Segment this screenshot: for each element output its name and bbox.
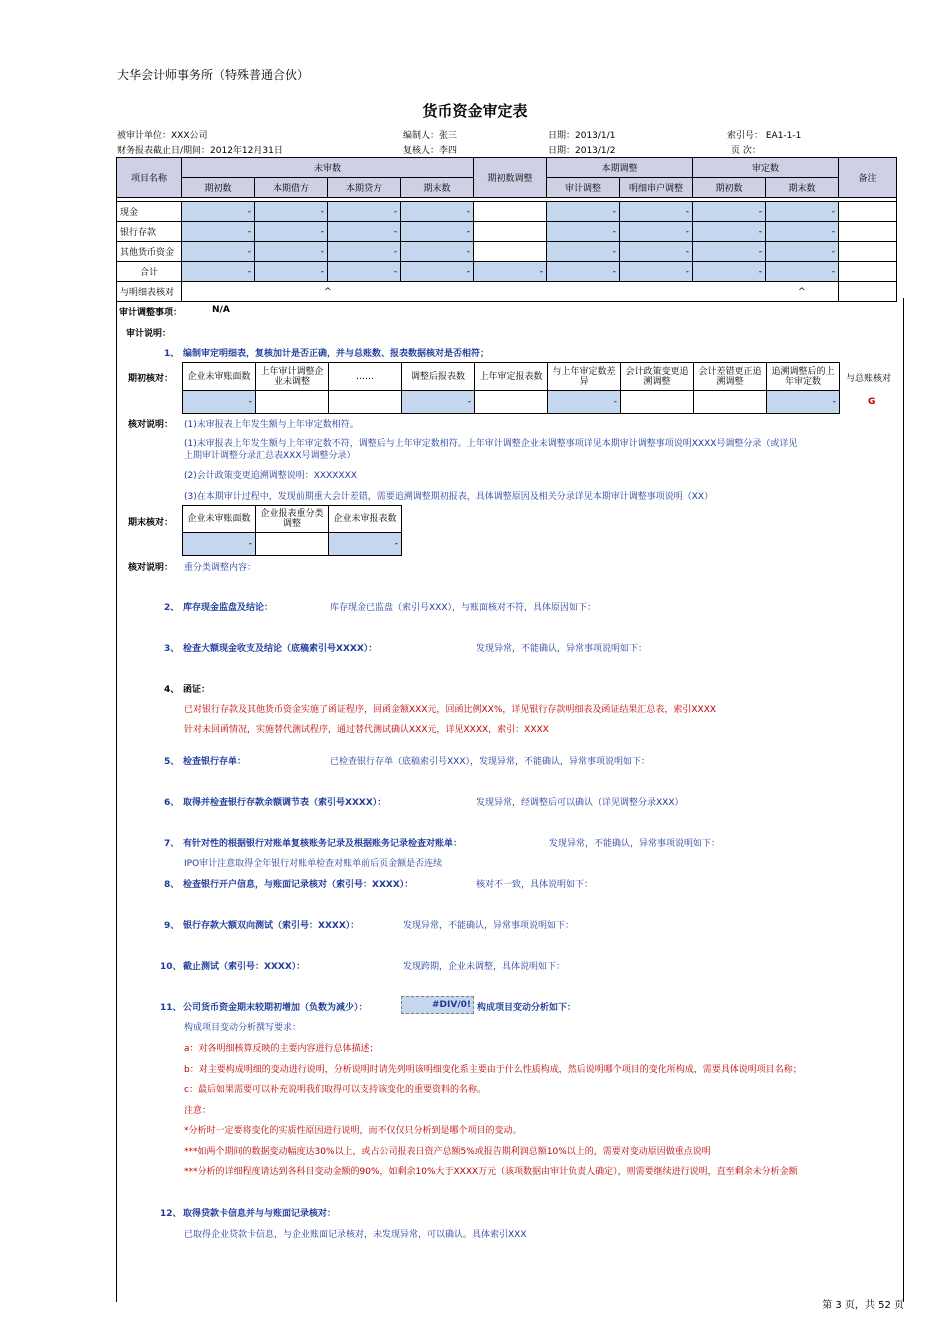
sub-header: 期末数: [401, 178, 474, 198]
prepare-date: 日期：2013/1/1: [548, 131, 616, 141]
cell: [839, 262, 897, 282]
step-desc: 针对未回函情况，实施替代测试程序，通过替代测试确认XXX元，详见XXXX，索引：XXXX: [184, 725, 549, 735]
table-row: [117, 242, 897, 262]
step-extra: IPO审计注意取得全年银行对账单检查对账单前后页金额是否连续: [184, 859, 443, 869]
step-desc: 核对不一致，具体说明如下：: [476, 880, 594, 890]
index-number: 索引号： EA1-1-1: [727, 131, 802, 141]
check-note: (1)末审报表上年发生额与上年审定数不符，调整后与上年审定数相符。上年审计调整企业未调整事项详见本期审计调整事项说明XXXX号调整分录（或详见: [184, 439, 798, 449]
col-audited: 审定数: [693, 158, 839, 178]
open-col: 上年审计调整企业未调整: [256, 363, 329, 391]
cell: -: [328, 262, 401, 282]
sub-header: 期初数: [182, 178, 255, 198]
note-item: ***分析的详细程度请达到各科目变动金额的90%，如剩余10%大于XXXX万元（该项数据由审计负责人确定），则需要继续进行说明，直至剩余未分析金额: [184, 1167, 798, 1177]
table-row-total: [117, 262, 897, 282]
review-date: 日期：2013/1/2: [548, 146, 616, 156]
cell: -: [182, 242, 255, 262]
cell: [474, 242, 547, 262]
step-title: 检查银行存单：: [183, 757, 247, 767]
row-label: 其他货币资金: [117, 242, 182, 262]
note-item: ***如两个期间的数据变动幅度达30%以上，或占公司报表日资产总额5%或报告期利润总额10%以上的，需要对变动原因做重点说明: [184, 1147, 711, 1157]
analysis-req: a：对各明细核算反映的主要内容进行总体描述；: [184, 1044, 379, 1054]
step-desc: 已取得企业贷款卡信息，与企业账面记录核对，未发现异常，可以确认。具体索引XXX: [184, 1230, 527, 1240]
open-val: -: [402, 391, 475, 414]
step-desc: 发现异常，不能确认，异常事项说明如下：: [403, 921, 575, 931]
end-val: -: [329, 533, 402, 556]
analysis-guide: 构成项目变动分析撰写要求：: [184, 1023, 302, 1033]
col-unaudited: 未审数: [182, 158, 474, 178]
step-number: 6、: [164, 798, 180, 808]
row-label: 现金: [117, 202, 182, 222]
cell: [839, 222, 897, 242]
closing-check-label: 期末核对：: [128, 518, 174, 528]
open-val: [621, 391, 694, 414]
open-val: [475, 391, 548, 414]
cell: [839, 202, 897, 222]
cell: -: [401, 242, 474, 262]
row-label: 合计: [117, 262, 182, 282]
cell: -: [693, 202, 766, 222]
cell: -: [766, 202, 839, 222]
cell: [474, 222, 547, 242]
check-note: 上期审计调整分录汇总表XXX号调整分录）: [184, 451, 356, 461]
cell: -: [182, 222, 255, 242]
open-val: -: [767, 391, 840, 414]
firm-name: 大华会计师事务所（特殊普通合伙）: [117, 68, 310, 82]
open-col: 与上年审定数差异: [548, 363, 621, 391]
cell: -: [328, 202, 401, 222]
step-number: 12、: [160, 1209, 182, 1219]
cell: -: [474, 262, 547, 282]
cell: -: [401, 222, 474, 242]
preparer: 编制人：张三: [403, 131, 458, 141]
client-name: 被审计单位：XXX公司: [117, 131, 208, 141]
closing-check-table: [182, 505, 402, 556]
adjustment-value: N/A: [212, 305, 230, 315]
open-val: -: [183, 391, 256, 414]
step-title: 编制审定明细表，复核加计是否正确，并与总账数、报表数据核对是否相符；: [183, 349, 490, 359]
step-title: 取得并检查银行存款余额调节表（索引号XXXX）：: [183, 798, 387, 808]
cell: -: [255, 202, 328, 222]
adjustment-label: 审计调整事项：: [119, 308, 183, 318]
check-note-label-2: 核对说明：: [128, 563, 174, 573]
check-label: 与明细表核对: [117, 282, 182, 302]
check-mark: ^: [182, 282, 474, 302]
col-period-adj: 本期调整: [547, 158, 693, 178]
step-number: 10、: [160, 962, 182, 972]
check-mark: ^: [766, 282, 839, 302]
page-title: 货币资金审定表: [422, 102, 528, 120]
reclass-note: 重分类调整内容：: [184, 563, 257, 573]
open-val: [256, 391, 329, 414]
open-col: 上年审定报表数: [475, 363, 548, 391]
col-item: 项目名称: [117, 158, 182, 198]
check-note-label: 核对说明：: [128, 420, 174, 430]
col-remark: 备注: [839, 158, 897, 198]
end-col: 企业报表重分类调整: [256, 506, 329, 533]
cell: -: [620, 242, 693, 262]
step-title: 公司货币资金期末较期初增加（负数为减少）：: [183, 1003, 368, 1013]
step-number: 11、: [160, 1003, 182, 1013]
cell: -: [401, 202, 474, 222]
open-col: 会计政策变更追溯调整: [621, 363, 694, 391]
row-label: 银行存款: [117, 222, 182, 242]
opening-check-table: [182, 362, 840, 414]
step-desc: 已检查银行存单（底稿索引号XXX），发现异常，不能确认，异常事项说明如下：: [330, 757, 650, 767]
check-note: (1)末审报表上年发生额与上年审定数相符。: [184, 420, 359, 430]
end-val: -: [183, 533, 256, 556]
cell: -: [182, 262, 255, 282]
page-number: 页 次：: [731, 146, 761, 156]
ledger-check-label: 与总账核对: [846, 374, 892, 384]
note-item: *分析时一定要将变化的实质性原因进行说明，而不仅仅只分析到是哪个项目的变动。: [184, 1126, 522, 1136]
step-title-after: 构成项目变动分析如下：: [477, 1003, 577, 1013]
period-end: 财务报表截止日/期间：2012年12月31日: [117, 146, 283, 156]
step-title: 截止测试（索引号：XXXX）：: [183, 962, 306, 972]
analysis-req: b：对主要构成明细的变动进行说明，分析说明时请先列明该明细变化系主要由于什么性质构成，然后说明哪个项目的变化所构成，需要具体说明项目名称；: [184, 1065, 802, 1075]
step-number: 1、: [164, 349, 180, 359]
open-col: 调整后报表数: [402, 363, 475, 391]
check-note: (2)会计政策变更追溯调整说明：XXXXXXX: [184, 471, 357, 481]
step-desc: 发现异常，不能确认，异常事项说明如下：: [476, 644, 648, 654]
sub-header: 本期贷方: [328, 178, 401, 198]
reviewer: 复核人：李四: [403, 146, 458, 156]
cell: -: [547, 202, 620, 222]
cell: -: [182, 202, 255, 222]
opening-check-label: 期初核对：: [128, 374, 174, 384]
open-col: 会计差错更正追溯调整: [694, 363, 767, 391]
cell: -: [547, 242, 620, 262]
step-number: 2、: [164, 603, 180, 613]
end-val: [256, 533, 329, 556]
cell: -: [766, 222, 839, 242]
step-number: 8、: [164, 880, 180, 890]
note-label: 注意：: [184, 1106, 212, 1116]
sub-header: 明细串户调整: [620, 178, 693, 198]
open-col: 企业未审账面数: [183, 363, 256, 391]
step-title: 函证：: [183, 685, 211, 695]
open-val: [329, 391, 402, 414]
cell: -: [766, 262, 839, 282]
cell: -: [255, 242, 328, 262]
open-val: [694, 391, 767, 414]
step-desc: 发现异常，经调整后可以确认（详见调整分录XXX）: [476, 798, 684, 808]
audit-explanation-label: 审计说明：: [126, 329, 172, 339]
step-title: 检查大额现金收支及结论（底稿索引号XXXX）：: [183, 644, 378, 654]
step-desc: 发现异常，不能确认，异常事项说明如下：: [549, 839, 721, 849]
sub-header: 本期借方: [255, 178, 328, 198]
sub-header: 期初数: [693, 178, 766, 198]
cell: -: [328, 242, 401, 262]
step-desc: 已对银行存款及其他货币资金实施了函证程序，回函金额XXX元，回函比例XX%，详见银行存款明细表及函证结果汇总表，索引XXXX: [184, 705, 717, 715]
cell: -: [693, 262, 766, 282]
end-col: 企业未审报表数: [329, 506, 402, 533]
table-row: [117, 222, 897, 242]
open-col: ……: [329, 363, 402, 391]
step-number: 4、: [164, 685, 180, 695]
analysis-req: c：最后如果需要可以补充说明我们取得可以支持该变化的重要资料的名称。: [184, 1085, 486, 1095]
step-title: 检查银行开户信息，与账面记录核对（索引号：XXXX）：: [183, 880, 414, 890]
cell: -: [693, 222, 766, 242]
open-col: 追溯调整后的上年审定数: [767, 363, 840, 391]
step-number: 9、: [164, 921, 180, 931]
table-row: [117, 202, 897, 222]
cell: -: [547, 262, 620, 282]
cell: -: [620, 262, 693, 282]
step-title: 库存现金监盘及结论：: [183, 603, 274, 613]
step-title: 有针对性的根据银行对账单复核账务记录及根据账务记录检查对账单：: [183, 839, 463, 849]
cell: -: [401, 262, 474, 282]
cell: [839, 242, 897, 262]
cell: -: [255, 262, 328, 282]
sub-header: 审计调整: [547, 178, 620, 198]
cell: -: [255, 222, 328, 242]
step-number: 3、: [164, 644, 180, 654]
audit-table: [116, 157, 897, 302]
sub-header: 期末数: [766, 178, 839, 198]
cell: -: [620, 222, 693, 242]
page-footer: 第 3 页，共 52 页: [822, 1300, 904, 1311]
open-val: -: [548, 391, 621, 414]
ledger-check-mark: G: [868, 397, 876, 407]
cell: -: [328, 222, 401, 242]
cell: -: [620, 202, 693, 222]
step-desc: 发现跨期，企业未调整，具体说明如下：: [403, 962, 566, 972]
cell: [474, 202, 547, 222]
change-value: #DIV/0!: [401, 996, 474, 1014]
step-title: 银行存款大额双向测试（索引号：XXXX）：: [183, 921, 360, 931]
check-note: (3)在本期审计过程中，发现前期重大会计差错，需要追溯调整期初报表，具体调整原因及相关分录详见本期审计调整事项说明（XX）: [184, 492, 714, 502]
step-title: 取得贷款卡信息并与与账面记录核对：: [183, 1209, 337, 1219]
cell: -: [766, 242, 839, 262]
step-number: 7、: [164, 839, 180, 849]
cell: -: [547, 222, 620, 242]
step-desc: 库存现金已监盘（索引号XXX），与账面核对不符，具体原因如下：: [330, 603, 596, 613]
cell: -: [693, 242, 766, 262]
step-number: 5、: [164, 757, 180, 767]
end-col: 企业未审账面数: [183, 506, 256, 533]
col-open-adj: 期初数调整: [474, 158, 547, 198]
